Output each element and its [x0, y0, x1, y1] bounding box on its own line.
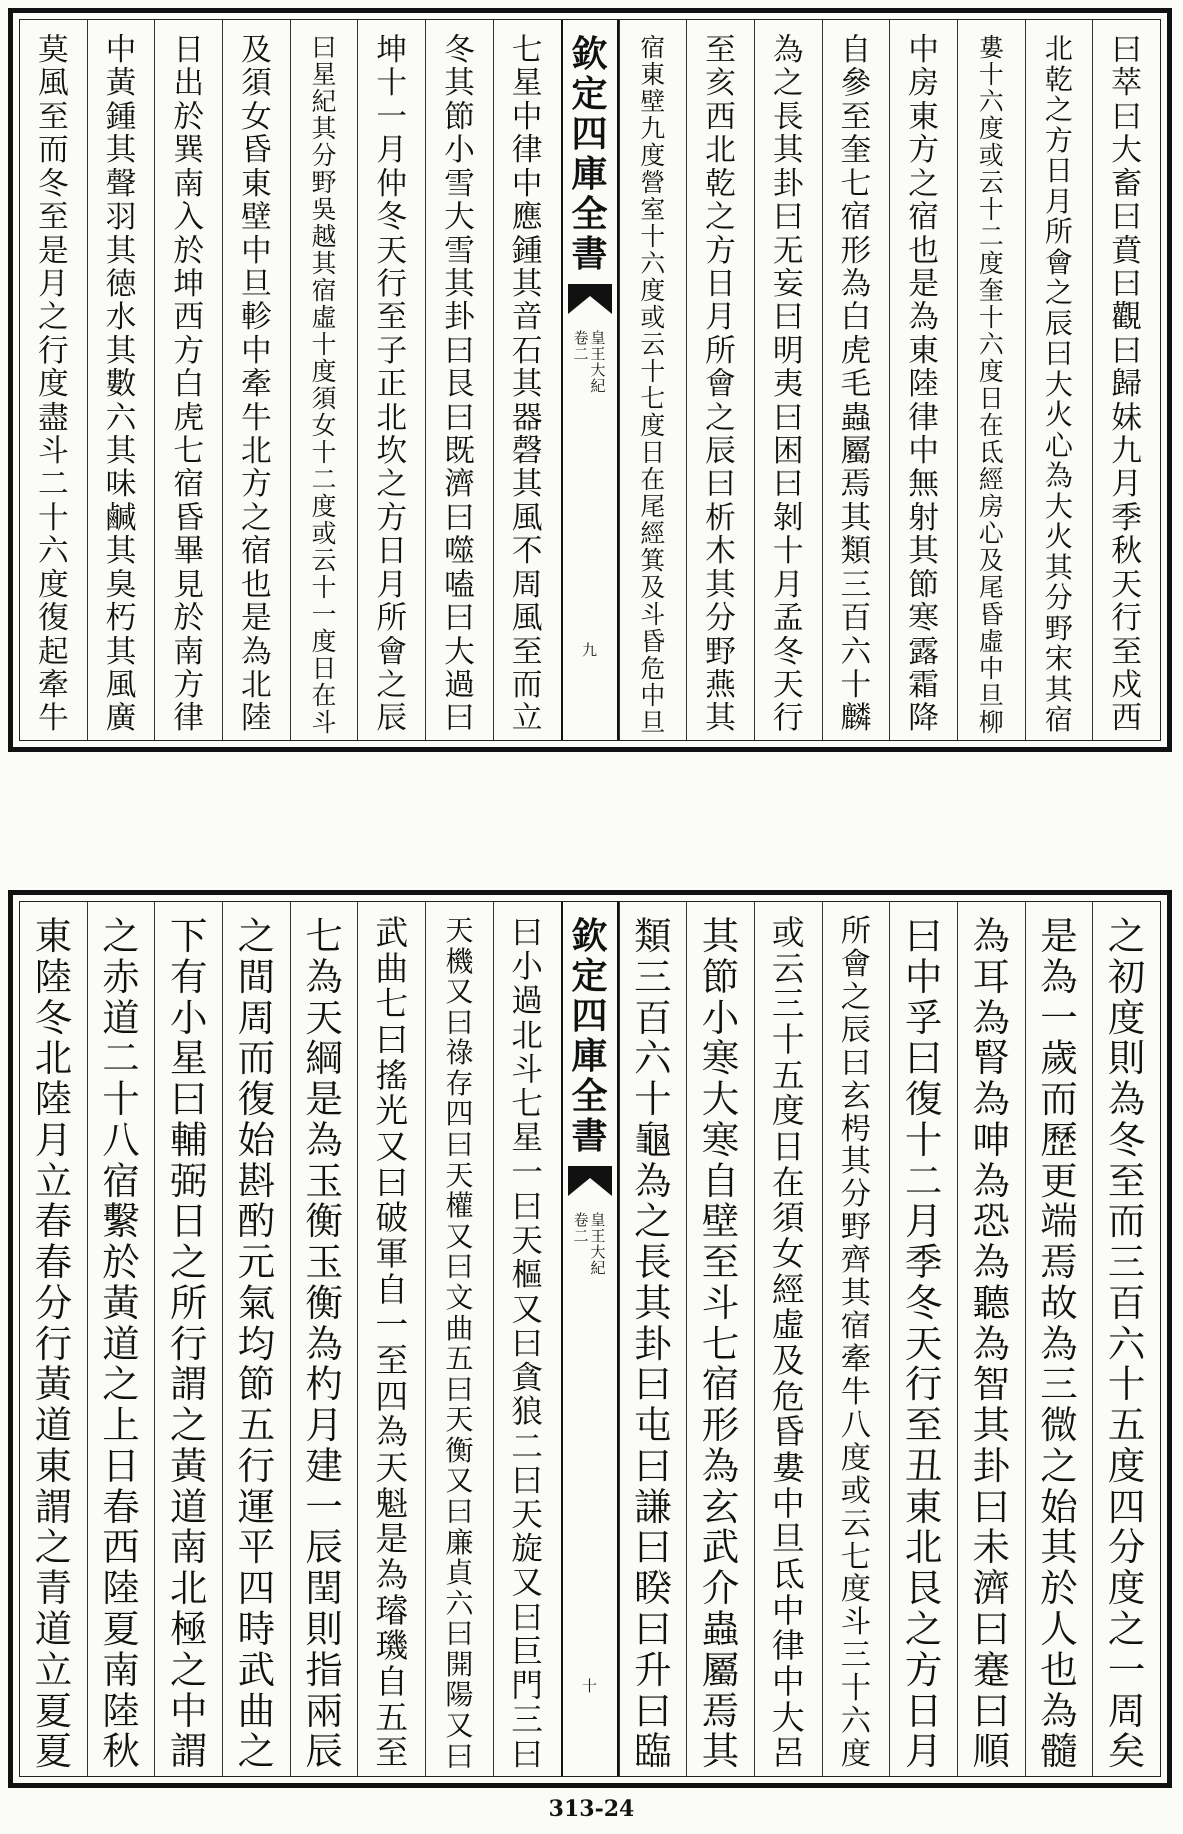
fishtail-mark [568, 284, 612, 314]
text-column: 下 有 小 星 曰 輔 弼 日 之 所 行 謂 之 黃 道 南 北 極 之 中 謂 [154, 902, 222, 1776]
text-column: 為 耳 為 腎 為 呻 為 恐 為 聽 為 智 其 卦 曰 未 濟 曰 蹇 曰 順 [957, 902, 1025, 1776]
leaf-number: 十 [581, 1677, 597, 1695]
text-column: 及 須 女 昏 東 壁 中 旦 軫 中 牽 牛 北 方 之 宿 也 是 為 北 陸 [222, 20, 290, 740]
text-column: 為 之 長 其 卦 曰 无 妄 曰 明 夷 曰 困 曰 剝 十 月 孟 冬 天 行 [754, 20, 822, 740]
text-column: 類 三 百 六 十 龜 為 之 長 其 卦 曰 屯 曰 謙 曰 睽 曰 升 曰 臨 [619, 902, 687, 1776]
center-strip [561, 902, 619, 1776]
text-column: 天 機 又 曰 祿 存 四 曰 天 權 又 曰 文 曲 五 曰 天 衡 又 曰 廉 貞 六 曰 開 陽 又 曰 [425, 902, 493, 1776]
text-column: 武 曲 七 曰 搖 光 又 曰 破 軍 自 一 至 四 為 天 魁 是 為 璿 璣 自 五 至 [357, 902, 425, 1776]
top-leaf-columns [19, 19, 1161, 741]
text-column: 是 為 一 歲 而 歷 更 端 焉 故 為 三 微 之 始 其 於 人 也 為 髓 [1025, 902, 1093, 1776]
text-column: 坤 十 一 月 仲 冬 天 行 至 子 正 北 坎 之 方 日 月 所 會 之 辰 [357, 20, 425, 740]
text-column: 曰 萃 曰 大 畜 曰 賁 曰 觀 曰 歸 妹 九 月 季 秋 天 行 至 戍 西 [1092, 20, 1160, 740]
leaf-number: 九 [581, 641, 597, 659]
text-column: 自 參 至 奎 七 宿 形 為 白 虎 毛 蟲 屬 焉 其 類 三 百 六 十 麟 [822, 20, 890, 740]
volume-label: 皇 王 大 紀 卷 二 [573, 329, 606, 395]
text-column: 日 出 於 巽 南 入 於 坤 西 方 白 虎 七 宿 昏 畢 見 於 南 方 律 [154, 20, 222, 740]
text-column: 或 云 三 十 五 度 日 在 須 女 經 虛 及 危 昏 婁 中 旦 氐 中 律 中 大 呂 [754, 902, 822, 1776]
text-column: 曰 中 孚 曰 復 十 二 月 季 冬 天 行 至 丑 東 北 艮 之 方 日 月 [889, 902, 957, 1776]
text-column: 七 為 天 綱 是 為 玉 衡 玉 衡 為 杓 月 建 一 辰 閏 則 指 兩 辰 [290, 902, 358, 1776]
text-column: 其 節 小 寒 大 寒 自 壁 至 斗 七 宿 形 為 玄 武 介 蟲 屬 焉 其 [686, 902, 754, 1776]
text-column: 之 赤 道 二 十 八 宿 繫 於 黃 道 之 上 日 春 西 陸 夏 南 陸 秋 [87, 902, 155, 1776]
volume-label: 皇 王 大 紀 卷 二 [573, 1211, 606, 1277]
text-column: 中 黃 鍾 其 聲 羽 其 徳 水 其 數 六 其 味 鹹 其 臭 朽 其 風 廣 [87, 20, 155, 740]
book-title: 欽 定 四 庫 全 書 [571, 915, 608, 1157]
text-column: 宿 東 壁 九 度 營 室 十 六 度 或 云 十 七 度 日 在 尾 經 箕 及 斗 昏 危 中 旦 [619, 20, 687, 740]
text-column: 莫 風 至 而 冬 至 是 月 之 行 度 盡 斗 二 十 六 度 復 起 牽 牛 [37, 32, 69, 737]
fishtail-mark [568, 1166, 612, 1196]
text-column: 七 星 中 律 中 應 鍾 其 音 石 其 器 磬 其 風 不 周 風 至 而 立 [493, 20, 561, 740]
text-column: 之 初 度 則 為 冬 至 而 三 百 六 十 五 度 四 分 度 之 一 周 矣 [1092, 902, 1160, 1776]
text-column: 所 會 之 辰 曰 玄 枵 其 分 野 齊 其 宿 牽 牛 八 度 或 云 七 度 斗 三 十 六 度 [822, 902, 890, 1776]
text-column: 之 間 周 而 復 始 斟 酌 元 氣 均 節 五 行 運 平 四 時 武 曲 之 [222, 902, 290, 1776]
text-column: 冬 其 節 小 雪 大 雪 其 卦 曰 艮 曰 既 濟 曰 噬 嗑 曰 大 過 曰 [425, 20, 493, 740]
top-leaf-frame [8, 8, 1172, 752]
text-column: 曰 星 紀 其 分 野 吳 越 其 宿 虛 十 度 須 女 十 二 度 或 云 十 一 度 日 在 斗 [290, 20, 358, 740]
page-footer-number: 313-24 [548, 1796, 635, 1822]
center-strip [561, 20, 619, 740]
text-column: 婁 十 六 度 或 云 十 二 度 奎 十 六 度 日 在 氐 經 房 心 及 尾 昏 虛 中 旦 柳 [957, 20, 1025, 740]
bottom-leaf-columns [19, 901, 1161, 1777]
text-column: 曰 小 過 北 斗 七 星 一 曰 天 樞 又 曰 貪 狼 二 曰 天 旋 又 曰 巨 門 三 曰 [493, 902, 561, 1776]
text-column: 中 房 東 方 之 宿 也 是 為 東 陸 律 中 無 射 其 節 寒 露 霜 降 [889, 20, 957, 740]
book-title: 欽 定 四 庫 全 書 [571, 33, 608, 275]
text-column: 至 亥 西 北 乾 之 方 日 月 所 會 之 辰 曰 析 木 其 分 野 燕 其 [686, 20, 754, 740]
bottom-leaf-frame [8, 890, 1172, 1788]
text-column: 東 陸 冬 北 陸 月 立 春 春 分 行 黃 道 東 謂 之 青 道 立 夏 夏 [34, 914, 73, 1774]
text-column: 北 乾 之 方 日 月 所 會 之 辰 曰 大 火 心 為 大 火 其 分 野 宋 其 宿 [1025, 20, 1093, 740]
